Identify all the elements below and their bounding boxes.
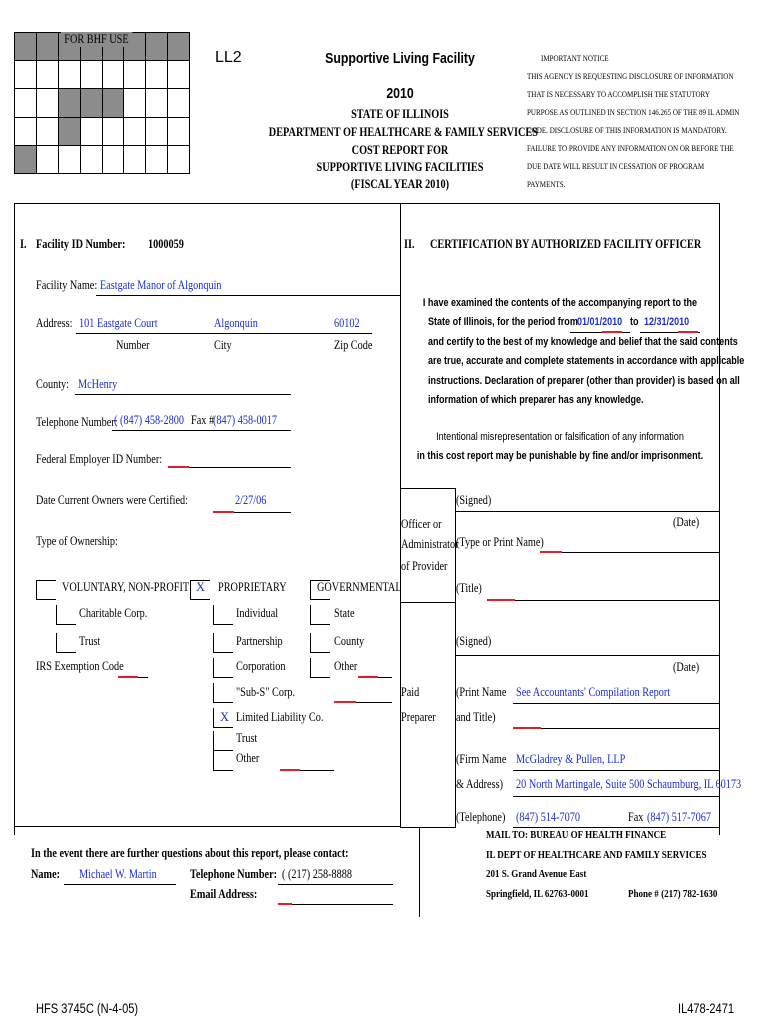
telephone-value[interactable]: ( (847) 458-2800 (114, 413, 185, 427)
other-gov-label: Other (334, 659, 358, 673)
cert-line-1: I have examined the contents of the accompanying report to the (422, 297, 698, 309)
county-gov-label: County (334, 634, 365, 648)
county-gov-checkbox[interactable] (310, 633, 330, 653)
notice-heading: IMPORTANT NOTICE (541, 53, 609, 63)
header-department: DEPARTMENT OF HEALTHCARE & FAMILY SERVICES (268, 125, 538, 139)
state-label: State (334, 606, 355, 620)
zip-caption: Zip Code (334, 338, 373, 352)
header-state: STATE OF ILLINOIS (351, 107, 449, 121)
contact-telephone-value[interactable]: ( (217) 258-8888 (282, 867, 353, 881)
column-divider-upper (400, 203, 401, 488)
other-gov-checkbox[interactable] (310, 658, 330, 678)
preparer-telephone-line (513, 827, 719, 828)
trust2-label: Trust (236, 731, 258, 745)
contact-intro: In the event there are further questions about this report, please contact: (31, 846, 349, 860)
corporation-label: Corporation (236, 659, 286, 673)
type-print-line[interactable] (540, 552, 719, 553)
mail-phone: Phone # (217) 782-1630 (628, 888, 718, 900)
address-underline (76, 333, 372, 334)
form-number: HFS 3745C (N-4-05) (36, 1001, 139, 1016)
zip-value[interactable]: 60102 (334, 316, 360, 330)
period-from[interactable]: 01/01/2010 (577, 316, 623, 328)
individual-checkbox[interactable] (213, 605, 233, 625)
notice-line: PURPOSE AS OUTLINED IN SECTION 146.265 OF THE 89 IL ADMIN (527, 107, 740, 117)
city-value[interactable]: Algonquin (214, 316, 258, 330)
paid-label: Paid (401, 685, 420, 699)
trust2-checkbox[interactable] (213, 731, 233, 751)
preparer-fax-label: Fax (628, 810, 644, 824)
section-2-title: CERTIFICATION BY AUTHORIZED FACILITY OFFICER (430, 237, 702, 251)
notice-line: THAT IS NECESSARY TO ACCOMPLISH THE STATUTORY (527, 89, 710, 99)
officer-line-1: Officer or (401, 517, 442, 531)
telephone-underline (112, 430, 291, 431)
county-underline (75, 394, 291, 395)
officer-line-3: of Provider (401, 559, 448, 573)
mail-box-left (419, 827, 420, 917)
mail-line-2: IL DEPT OF HEALTHCARE AND FAMILY SERVICES (486, 849, 707, 861)
section-2-numeral: II. (404, 237, 415, 251)
facility-name-label: Facility Name: (36, 278, 98, 292)
trust-checkbox[interactable] (56, 633, 76, 653)
fax-label: Fax # (191, 413, 215, 427)
proprietary-mark: X (196, 580, 206, 594)
county-label: County: (36, 377, 70, 391)
warning-line-1: Intentional misrepresentation or falsification of any information (436, 431, 684, 443)
signed2-label: (Signed) (456, 634, 492, 648)
facility-id-label: Facility ID Number: (36, 237, 126, 251)
telephone-label: Telephone Number: (36, 415, 118, 429)
llc-label: Limited Liability Co. (236, 710, 324, 724)
individual-label: Individual (236, 606, 279, 620)
cert-line-4: are true, accurate and complete statements in accordance with applicable (428, 355, 745, 367)
print-name-label: (Print Name (456, 685, 507, 699)
firm-name-line (513, 770, 719, 771)
street-value[interactable]: 101 Eastgate Court (79, 316, 158, 330)
type-print-label: (Type or Print Name) (456, 535, 544, 549)
charitable-label: Charitable Corp. (79, 606, 148, 620)
warning-line-2: in this cost report may be punishable by fine and/or imprisonment. (416, 450, 704, 462)
firm-address-label: & Address) (456, 777, 503, 791)
voluntary-checkbox[interactable] (36, 580, 56, 600)
bhf-use-grid (14, 32, 190, 174)
firm-address-value[interactable]: 20 North Martingale, Suite 500 Schaumburg, IL 60173 (516, 777, 742, 791)
state-checkbox[interactable] (310, 605, 330, 625)
trust-label: Trust (79, 634, 101, 648)
signed-label: (Signed) (456, 493, 492, 507)
box-left-border (14, 203, 15, 835)
facility-id-value[interactable]: 1000059 (148, 237, 184, 251)
cert-line-6: information of which preparer has any knowledge. (428, 394, 644, 406)
county-value[interactable]: McHenry (78, 377, 118, 391)
notice-line: DUE DATE WILL RESULT IN CESSATION OF PROGRAM (527, 161, 705, 171)
and-title-mark (513, 727, 541, 729)
firm-label: (Firm Name (456, 752, 507, 766)
page-code: IL478-2471 (678, 1001, 735, 1016)
facility-name-underline (96, 295, 400, 296)
irs-required-mark (118, 676, 138, 678)
certified-required-mark (213, 511, 234, 513)
signed2-line[interactable] (455, 655, 719, 656)
charitable-checkbox[interactable] (56, 605, 76, 625)
partnership-label: Partnership (236, 634, 283, 648)
fein-required-mark (168, 466, 189, 468)
box-right-border (719, 203, 720, 835)
contact-name-label: Name: (31, 867, 61, 881)
print-name-value[interactable]: See Accountants' Compilation Report (516, 685, 671, 699)
firm-address-line (513, 796, 719, 797)
period-to-word: to (630, 316, 639, 328)
print-name-line (513, 703, 719, 704)
period-to-mark (678, 331, 698, 333)
contact-name-underline (64, 884, 176, 885)
facility-name-value[interactable]: Eastgate Manor of Algonquin (100, 278, 222, 292)
period-from-mark (602, 331, 622, 333)
form-year: 2010 (386, 85, 414, 102)
firm-name-value[interactable]: McGladrey & Pullen, LLP (516, 752, 626, 766)
other-checkbox[interactable] (213, 751, 233, 771)
proprietary-label: PROPRIETARY (218, 580, 287, 594)
form-code: LL2 (215, 49, 242, 66)
city-caption: City (214, 338, 232, 352)
preparer-box-bottom (400, 827, 455, 828)
fein-label: Federal Employer ID Number: (36, 452, 163, 466)
period-to[interactable]: 12/31/2010 (644, 316, 690, 328)
cert-line-3: and certify to the best of my knowledge and belief that the said contents (428, 336, 738, 348)
preparer-fax-value[interactable]: (847) 517-7067 (647, 810, 712, 824)
title-line[interactable] (487, 600, 719, 601)
form-title: Supportive Living Facility (325, 50, 475, 67)
and-title-line[interactable] (513, 728, 719, 729)
notice-line: FAILURE TO PROVIDE ANY INFORMATION ON OR BEFORE THE (527, 143, 734, 153)
date2-label: (Date) (673, 660, 700, 674)
header-fiscal-year: (FISCAL YEAR 2010) (350, 177, 450, 191)
box-top-border (14, 203, 719, 204)
corporation-checkbox[interactable] (213, 658, 233, 678)
header-report-line2: SUPPORTIVE LIVING FACILITIES (316, 160, 484, 174)
preparer-label: Preparer (401, 710, 436, 724)
sub-s-label: "Sub-S" Corp. (236, 685, 296, 699)
address-label: Address: (36, 316, 73, 330)
mail-line-1: MAIL TO: BUREAU OF HEALTH FINANCE (486, 829, 667, 841)
contact-telephone-underline (278, 884, 393, 885)
certified-date[interactable]: 2/27/06 (235, 493, 267, 507)
mail-line-4: Springfield, IL 62763-0001 (486, 888, 589, 900)
sub-s-checkbox[interactable] (213, 683, 233, 703)
cert-line-2: State of Illinois, for the period from (428, 316, 578, 328)
contact-box-top (14, 826, 400, 827)
fax-value[interactable]: (847) 458-0017 (213, 413, 278, 427)
notice-line: CODE. DISCLOSURE OF THIS INFORMATION IS MANDATORY. (527, 125, 727, 135)
preparer-telephone-value[interactable]: (847) 514-7070 (516, 810, 581, 824)
notice-line: PAYMENTS. (527, 179, 566, 189)
notice-line: THIS AGENCY IS REQUESTING DISCLOSURE OF INFORMATION (527, 71, 734, 81)
certified-label: Date Current Owners were Certified: (36, 493, 188, 507)
llc-mark: X (220, 710, 230, 724)
other-gov-line2-mark (334, 701, 356, 703)
contact-email-underline[interactable] (278, 904, 393, 905)
ownership-label: Type of Ownership: (36, 534, 118, 548)
contact-email-mark (278, 903, 292, 905)
partnership-checkbox[interactable] (213, 633, 233, 653)
irs-label: IRS Exemption Code (36, 659, 124, 673)
header-report-line1: COST REPORT FOR (351, 143, 449, 157)
bhf-use-label: FOR BHF USE (61, 32, 132, 47)
title-label: (Title) (456, 581, 482, 595)
other-label: Other (236, 751, 260, 765)
officer-box-bottom (400, 602, 455, 603)
cert-line-5: instructions. Declaration of preparer (other than provider) is based on all (428, 375, 740, 387)
voluntary-label: VOLUNTARY, NON-PROFIT (62, 580, 190, 594)
mail-line-3: 201 S. Grand Avenue East (486, 868, 587, 880)
officer-line-2: Administrator (401, 537, 459, 551)
and-title-label: and Title) (456, 710, 496, 724)
type-print-mark (540, 551, 562, 553)
preparer-telephone-label: (Telephone) (456, 810, 506, 824)
number-caption: Number (116, 338, 150, 352)
governmental-label: GOVERNMENTAL (317, 580, 402, 594)
title-mark (487, 599, 515, 601)
other-required-mark (280, 769, 300, 771)
signed-line[interactable] (455, 511, 719, 512)
section-1-numeral: I. (20, 237, 27, 251)
contact-name-value[interactable]: Michael W. Martin (79, 867, 157, 881)
officer-box-top (400, 488, 455, 489)
other-gov-required-mark (358, 676, 378, 678)
date-label: (Date) (673, 515, 700, 529)
contact-telephone-label: Telephone Number: (190, 867, 278, 881)
contact-email-label: Email Address: (190, 887, 258, 901)
